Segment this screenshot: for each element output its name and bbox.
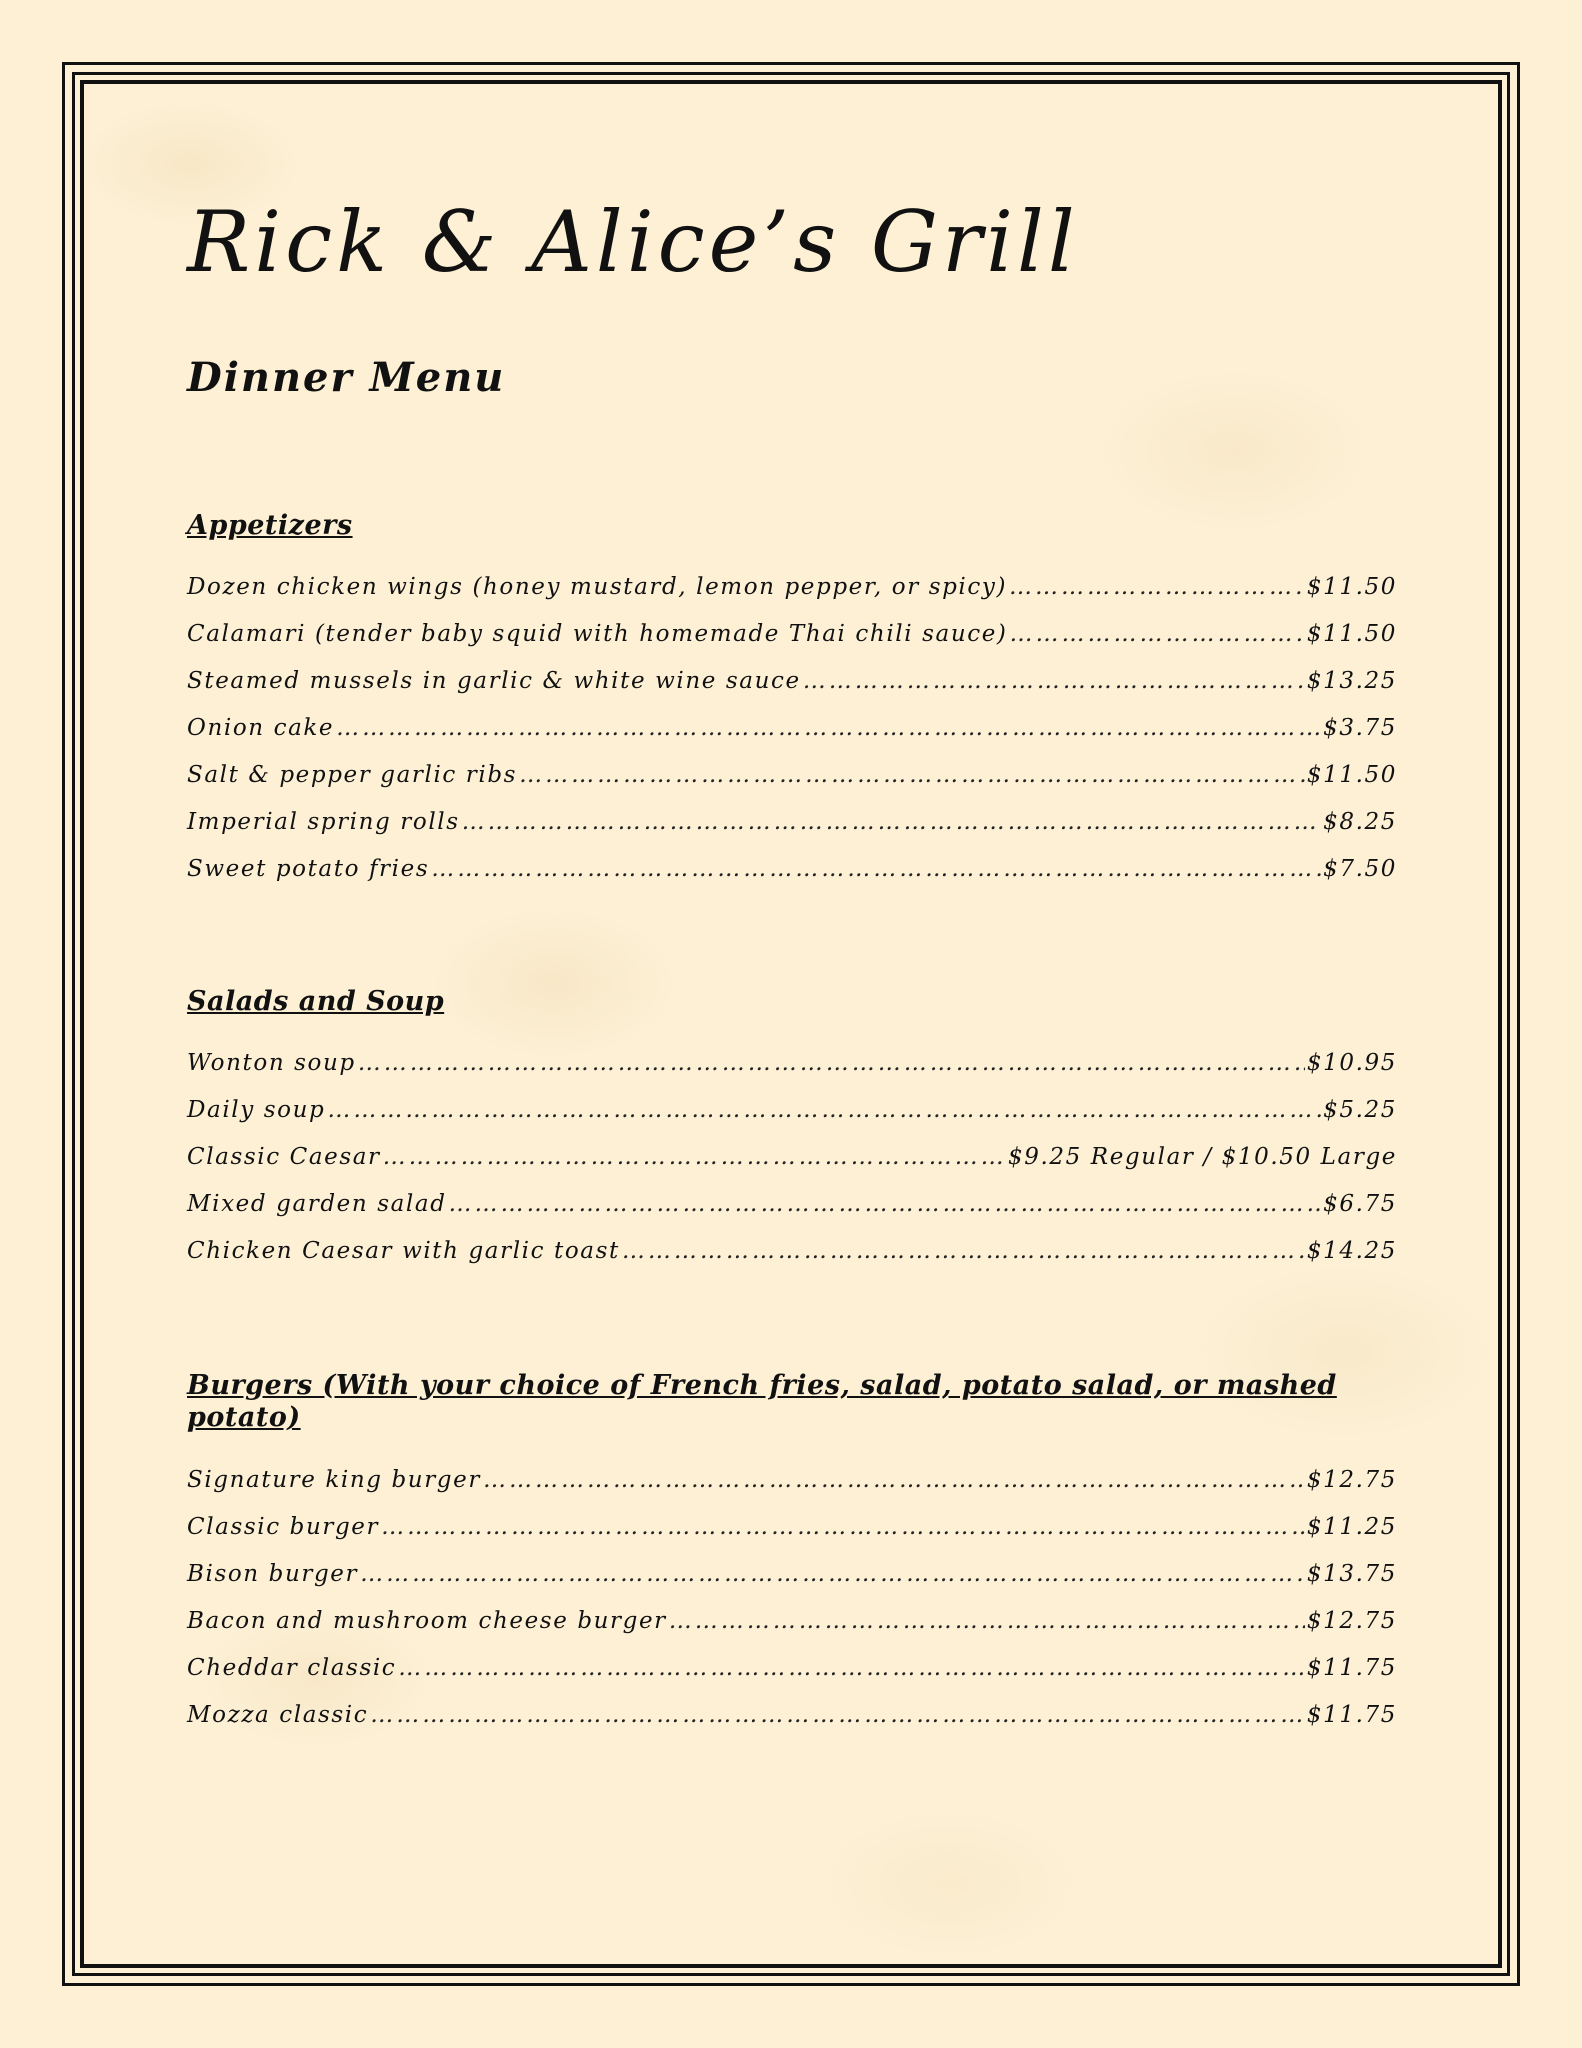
menu-item — [187, 1087, 1397, 1134]
menu-item — [187, 1181, 1397, 1228]
menu-item — [187, 1228, 1397, 1275]
menu-item — [187, 564, 1397, 611]
item-name: Bison burger — [187, 1560, 359, 1587]
menu-item — [187, 1645, 1397, 1692]
section-appetizers — [187, 510, 1397, 893]
item-price: $3.75 — [1323, 715, 1397, 742]
menu-item — [187, 1040, 1397, 1087]
menu-item — [187, 1134, 1397, 1181]
item-name: Steamed mussels in garlic & white wine sauce — [187, 668, 801, 695]
item-price: $11.50 — [1306, 621, 1397, 648]
item-name: Calamari (tender baby squid with homemade Thai chili sauce) — [187, 621, 1008, 648]
item-price: $7.50 — [1323, 856, 1397, 883]
item-price: $14.25 — [1306, 1238, 1397, 1265]
item-name: Classic Caesar — [187, 1144, 381, 1171]
menu-item — [187, 1504, 1397, 1551]
dot-leader — [381, 1504, 1305, 1551]
item-name: Sweet potato fries — [187, 856, 430, 883]
item-name: Mozza classic — [187, 1701, 369, 1728]
menu-item — [187, 611, 1397, 658]
menu-item — [187, 1598, 1397, 1645]
dot-leader — [360, 1551, 1305, 1598]
item-name: Chicken Caesar with garlic toast — [187, 1238, 620, 1265]
item-price: $10.95 — [1306, 1050, 1397, 1077]
dot-leader — [462, 799, 1322, 846]
dot-leader — [383, 1134, 1006, 1181]
item-price: $11.25 — [1306, 1513, 1397, 1540]
item-name: Imperial spring rolls — [187, 809, 460, 836]
item-price: $11.75 — [1306, 1701, 1397, 1728]
dot-leader — [622, 1228, 1305, 1275]
menu-content — [187, 193, 1397, 1728]
section-heading: Appetizers — [187, 510, 353, 541]
section-heading: Burgers (With your choice of French fries, salad, potato salad, or mashed potato) — [187, 1370, 1337, 1434]
dot-leader — [327, 1087, 1321, 1134]
menu-item — [187, 705, 1397, 752]
item-name: Bacon and mushroom cheese burger — [187, 1607, 667, 1634]
item-name: Cheddar classic — [187, 1654, 397, 1681]
item-price: $9.25 Regular / $10.50 Large — [1008, 1144, 1397, 1171]
dot-leader — [398, 1645, 1305, 1692]
item-price: $12.75 — [1306, 1607, 1397, 1634]
dot-leader — [449, 1181, 1322, 1228]
dot-leader — [358, 1040, 1305, 1087]
menu-item — [187, 1457, 1397, 1504]
item-price: $12.75 — [1306, 1466, 1397, 1493]
item-name: Mixed garden salad — [187, 1191, 447, 1218]
item-price: $11.75 — [1306, 1654, 1397, 1681]
menu-item — [187, 846, 1397, 893]
item-name: Salt & pepper garlic ribs — [187, 762, 518, 789]
dot-leader — [669, 1598, 1305, 1645]
item-name: Onion cake — [187, 715, 335, 742]
item-name: Classic burger — [187, 1513, 380, 1540]
dot-leader — [519, 752, 1305, 799]
dot-leader — [803, 658, 1305, 705]
item-name: Wonton soup — [187, 1050, 356, 1077]
item-price: $5.25 — [1323, 1097, 1397, 1124]
item-name: Signature king burger — [187, 1466, 481, 1493]
section-salads-and-soup — [187, 986, 1397, 1275]
item-price: $8.25 — [1323, 809, 1397, 836]
dot-leader — [1009, 564, 1305, 611]
item-price: $11.50 — [1306, 574, 1397, 601]
menu-item — [187, 1551, 1397, 1598]
menu-item — [187, 799, 1397, 846]
menu-item — [187, 1692, 1397, 1739]
item-price: $13.75 — [1306, 1560, 1397, 1587]
menu-item — [187, 752, 1397, 799]
dot-leader — [483, 1457, 1305, 1504]
restaurant-name: Rick & Alice’s Grill — [187, 193, 1079, 291]
item-price: $13.25 — [1306, 668, 1397, 695]
menu-item — [187, 658, 1397, 705]
item-price: $11.50 — [1306, 762, 1397, 789]
section-burgers — [187, 1370, 1397, 1739]
section-heading: Salads and Soup — [187, 986, 445, 1017]
dot-leader — [370, 1692, 1305, 1739]
menu-title: Dinner Menu — [187, 354, 506, 401]
item-name: Dozen chicken wings (honey mustard, lemon pepper, or spicy) — [187, 574, 1008, 601]
dot-leader — [431, 846, 1321, 893]
item-name: Daily soup — [187, 1097, 326, 1124]
dot-leader — [1010, 611, 1305, 658]
dot-leader — [336, 705, 1321, 752]
item-price: $6.75 — [1323, 1191, 1397, 1218]
